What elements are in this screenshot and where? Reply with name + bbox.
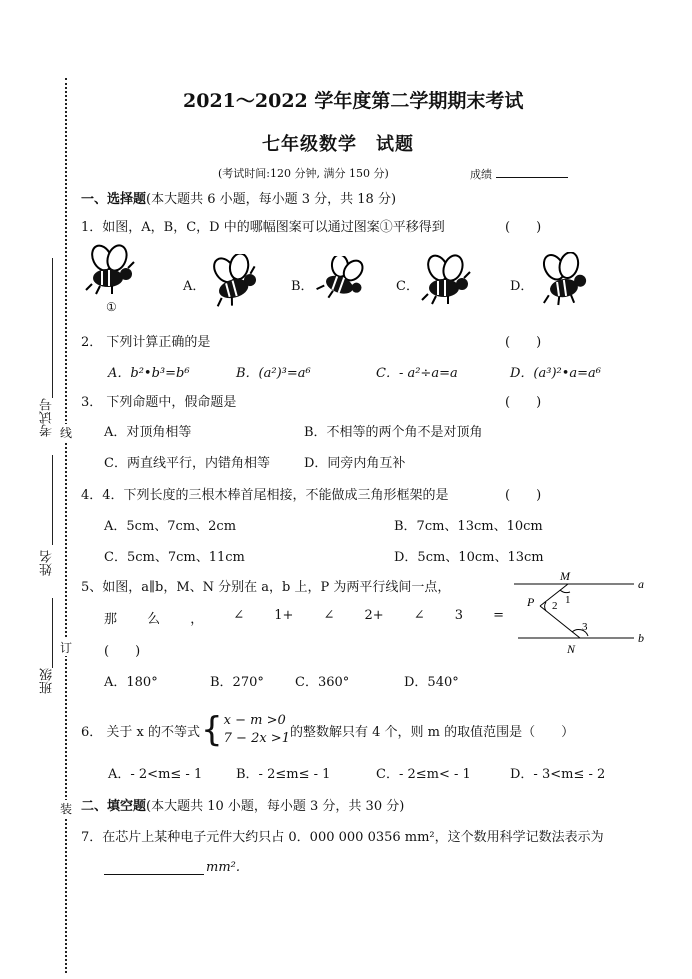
q2-option-a: A．b²•b³=b⁶ xyxy=(108,366,190,381)
bee-figure-b xyxy=(315,256,373,306)
q5-word-me: 么 xyxy=(147,612,161,627)
q2-paren: ( ) xyxy=(505,335,542,350)
q1-option-b-label: B． xyxy=(291,279,314,294)
q2-option-c: C．- a²÷a=a xyxy=(376,366,458,381)
q2-text: 2． 下列计算正确的是 xyxy=(81,335,211,350)
q7-answer xyxy=(104,860,240,875)
q6-option-d: D．- 3<m≤ - 2 xyxy=(510,767,606,782)
label-p: P xyxy=(527,595,535,609)
margin-label-name: 姓名 xyxy=(40,550,55,576)
label-n: N xyxy=(567,642,576,656)
margin-label-exam-number: 考试号 xyxy=(40,398,55,437)
q4-option-b: B．7cm、13cm、10cm xyxy=(394,519,543,534)
exam-info: (考试时间:120 分钟, 满分 150 分) xyxy=(218,167,389,180)
q3-option-d: D．同旁内角互补 xyxy=(304,456,406,471)
page-title: 2021～2022 学年度第二学期期末考试 xyxy=(183,90,524,112)
q3-paren: ( ) xyxy=(505,395,542,410)
score-blank[interactable] xyxy=(496,165,568,178)
figure-1-label: ① xyxy=(106,300,117,314)
q6-option-a: A．- 2<m≤ - 1 xyxy=(108,767,203,782)
page-subtitle: 七年级数学 试题 xyxy=(262,134,414,155)
q5-angle-3-sign: ∠ xyxy=(413,608,425,623)
q1-option-c-label: C． xyxy=(396,279,419,294)
q5-line1: 5、如图，a∥b，M、N 分别在 a，b 上，P 为两平行线间一点， xyxy=(81,580,451,595)
q6-text xyxy=(81,712,574,748)
q4-option-a: A．5cm、7cm、2cm xyxy=(104,519,237,534)
q7-answer-blank[interactable] xyxy=(104,860,204,875)
q6-brace: { xyxy=(201,710,223,750)
q5-option-b: B．270° xyxy=(210,675,264,690)
q1-option-d-label: D． xyxy=(510,279,534,294)
label-a: a xyxy=(638,577,644,591)
bee-figure-1 xyxy=(82,244,140,300)
section1-note: (本大题共 6 小题，每小题 3 分，共 18 分) xyxy=(146,192,397,207)
q7-text: 7．在芯片上某种电子元件大约只占 0．000 000 0356 mm²，这个数用科学记数法表示为 xyxy=(81,830,604,845)
class-write-line xyxy=(52,598,53,668)
q5-angle-1-term: 1+ xyxy=(274,608,294,623)
q1-option-a-label: A． xyxy=(183,279,206,294)
q6-option-c: C．- 2≤m< - 1 xyxy=(376,767,471,782)
q6-inequality-system xyxy=(224,712,290,748)
q3-option-b: B．不相等的两个角不是对顶角 xyxy=(304,425,483,440)
q7-unit: mm². xyxy=(206,860,240,875)
q5-option-a: A．180° xyxy=(104,675,158,690)
q6-inequality-1: x − m >0 xyxy=(223,713,286,728)
q5-option-d: D．540° xyxy=(404,675,459,690)
bee-figure-d xyxy=(535,252,593,310)
q3-text: 3． 下列命题中，假命题是 xyxy=(81,395,237,410)
section2-header xyxy=(81,795,404,814)
q5-angle-3-term: 3 xyxy=(454,608,464,623)
label-angle-1: 1 xyxy=(565,594,571,606)
q5-paren: ( ) xyxy=(104,644,141,659)
bind-mark-xian: 线 xyxy=(60,426,73,440)
q5-angle-2-sign: ∠ xyxy=(323,608,335,623)
exam-number-write-line xyxy=(52,258,53,398)
binding-dotted-line xyxy=(65,78,67,973)
label-angle-2: 2 xyxy=(552,600,558,612)
section2-heading: 二、填空题 xyxy=(81,799,147,814)
label-angle-3: 3 xyxy=(582,621,588,633)
q3-option-c: C．两直线平行，内错角相等 xyxy=(104,456,270,471)
q4-option-d: D．5cm、10cm、13cm xyxy=(394,550,544,565)
section2-note: (本大题共 10 小题，每小题 3 分，共 30 分) xyxy=(146,799,405,814)
margin-label-class: 班级 xyxy=(40,668,55,694)
q6-option-b: B．- 2≤m≤ - 1 xyxy=(236,767,331,782)
q6-prefix: 6． 关于 x 的不等式 xyxy=(81,724,200,740)
q5-line2 xyxy=(104,608,504,627)
score-field[interactable] xyxy=(470,165,568,182)
q5-equals: = xyxy=(493,608,504,623)
q1-text: 1．如图，A，B，C，D 中的哪幅图案可以通过图案①平移得到 xyxy=(81,220,445,235)
q4-option-c: C．5cm、7cm、11cm xyxy=(104,550,245,565)
bind-mark-ding: 订 xyxy=(60,641,73,655)
q5-word-comma: ， xyxy=(190,612,204,627)
q1-paren: ( ) xyxy=(505,220,542,235)
q5-angle-1-sign: ∠ xyxy=(233,608,245,623)
bee-figure-c xyxy=(418,254,476,310)
q4-paren: ( ) xyxy=(505,488,542,503)
score-label: 成绩 xyxy=(470,168,492,181)
q5-angle-2-term: 2+ xyxy=(364,608,384,623)
q2-option-b: B．(a²)³=a⁶ xyxy=(236,366,311,381)
bee-figure-a xyxy=(206,254,264,310)
parallel-lines-figure xyxy=(510,568,660,656)
q2-option-d: D．(a³)²•a=a⁶ xyxy=(510,366,602,381)
name-write-line xyxy=(52,455,53,545)
q6-suffix: 的整数解只有 4 个，则 m 的取值范围是（ ） xyxy=(289,724,575,740)
q6-inequality-2: 7 − 2x >1 xyxy=(223,731,290,746)
label-m: M xyxy=(560,569,570,583)
section1-heading: 一、选择题 xyxy=(81,192,147,207)
q5-option-c: C．360° xyxy=(295,675,350,690)
bind-mark-zhuang: 装 xyxy=(60,802,73,816)
q5-word-na: 那 xyxy=(104,612,118,627)
q4-text: 4．4．下列长度的三根木棒首尾相接，不能做成三角形框架的是 xyxy=(81,488,449,503)
section1-header xyxy=(81,188,396,207)
q3-option-a: A．对顶角相等 xyxy=(104,425,192,440)
label-b: b xyxy=(638,631,644,645)
